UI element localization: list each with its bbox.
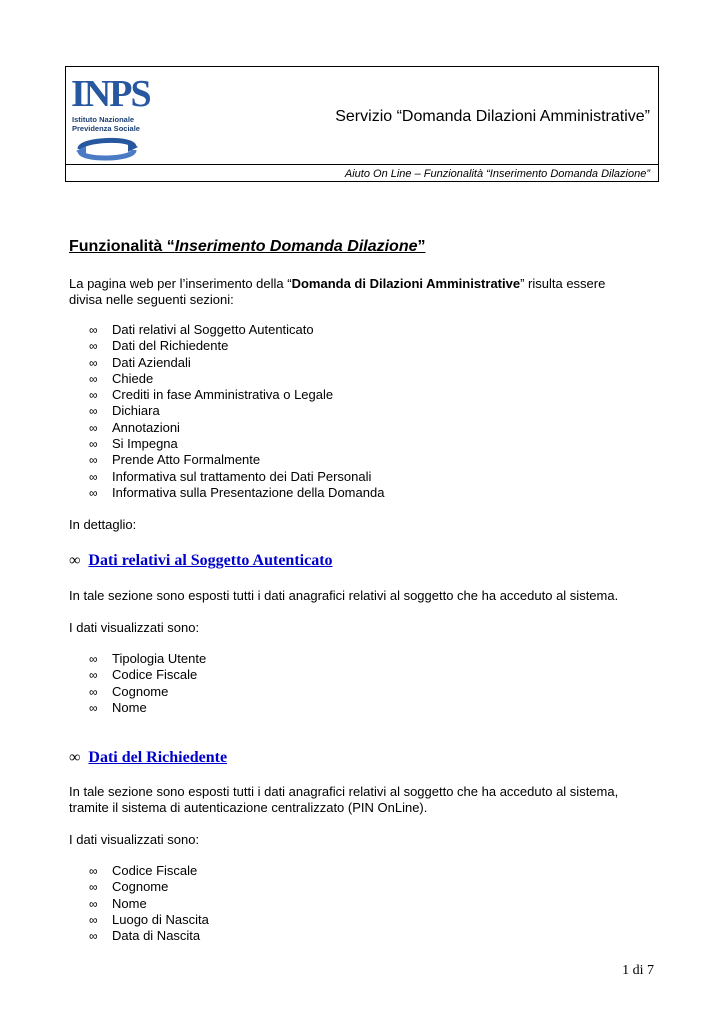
logo-wordmark: INPS xyxy=(71,73,150,115)
list-item xyxy=(69,355,384,371)
list-item xyxy=(69,928,209,944)
soggetto-shown-label: I dati visualizzati sono: xyxy=(69,620,200,635)
list-item-label: Tipologia Utente xyxy=(112,651,207,666)
list-item-label: Data di Nascita xyxy=(112,928,201,944)
help-subtitle: Aiuto On Line – Funzionalità “Inserimento Domanda Dilazione” xyxy=(344,168,650,180)
list-item xyxy=(69,469,384,485)
bullet-icon: ∞ xyxy=(89,371,98,386)
intro-text-b: ” risulta essere xyxy=(520,276,606,291)
bullet-icon: ∞ xyxy=(89,668,98,683)
intro-text-a: La pagina web per l’inserimento della “ xyxy=(69,276,292,291)
list-item-label: Annotazioni xyxy=(112,419,180,435)
bullet-icon: ∞ xyxy=(69,552,81,569)
list-item xyxy=(69,371,384,387)
list-item-label: Nome xyxy=(112,699,147,715)
list-item xyxy=(69,879,209,895)
list-item-label: Dati del Richiedente xyxy=(112,338,229,354)
intro-paragraph xyxy=(69,276,605,308)
list-item-label: Prende Atto Formalmente xyxy=(112,452,261,468)
bullet-icon: ∞ xyxy=(89,453,98,468)
soggetto-fields-list xyxy=(69,651,206,716)
bullet-icon: ∞ xyxy=(89,652,98,666)
inps-logo xyxy=(71,73,150,160)
richiedente-description-line-1: In tale sezione sono esposti tutti i dati anagrafici relativi al soggetto che ha acceduto al sistema, xyxy=(69,784,619,799)
subsection-heading-soggetto xyxy=(69,552,333,570)
list-item-label: Codice Fiscale xyxy=(112,667,198,683)
title-suffix: ” xyxy=(417,238,426,255)
bullet-icon: ∞ xyxy=(89,864,98,878)
list-item-label: Luogo di Nascita xyxy=(112,911,209,927)
list-item xyxy=(69,667,206,683)
service-title: Servizio “Domanda Dilazioni Amministrative” xyxy=(335,108,650,125)
bullet-icon: ∞ xyxy=(89,485,98,500)
list-item-label: Dichiara xyxy=(112,403,160,419)
list-item xyxy=(69,322,384,338)
bullet-icon: ∞ xyxy=(89,700,98,715)
richiedente-shown-label: I dati visualizzati sono: xyxy=(69,832,200,847)
page-title xyxy=(69,238,426,256)
bullet-icon: ∞ xyxy=(89,880,98,895)
list-item-label: Si Impegna xyxy=(112,436,178,452)
richiedente-link[interactable]: Dati del Richiedente xyxy=(88,749,228,766)
title-emphasis: Inserimento Domanda Dilazione xyxy=(174,238,418,255)
bullet-icon: ∞ xyxy=(69,749,81,766)
detail-label: In dettaglio: xyxy=(69,517,137,532)
bullet-icon: ∞ xyxy=(89,912,98,927)
bullet-icon: ∞ xyxy=(89,469,98,484)
list-item xyxy=(69,338,384,354)
bullet-icon: ∞ xyxy=(89,420,98,435)
richiedente-fields-list xyxy=(69,863,209,944)
logo-subtitle-line-1: Istituto Nazionale xyxy=(72,115,135,124)
bullet-icon: ∞ xyxy=(89,339,98,354)
list-item xyxy=(69,420,384,436)
bullet-icon: ∞ xyxy=(89,323,98,337)
bullet-icon: ∞ xyxy=(89,437,98,452)
list-item-label: Dati relativi al Soggetto Autenticato xyxy=(112,322,314,337)
bullet-icon: ∞ xyxy=(89,404,98,419)
list-item xyxy=(69,700,206,716)
intro-bold: Domanda di Dilazioni Amministrative xyxy=(291,276,521,291)
list-item-label: Informativa sul trattamento dei Dati Personali xyxy=(112,468,372,484)
soggetto-description: In tale sezione sono esposti tutti i dati anagrafici relativi al soggetto che ha acceduto al sistema. xyxy=(69,588,619,603)
list-item-label: Chiede xyxy=(112,370,154,386)
list-item-label: Cognome xyxy=(112,683,169,699)
richiedente-description xyxy=(69,784,618,816)
list-item xyxy=(69,651,206,667)
intro-line-2: divisa nelle seguenti sezioni: xyxy=(69,292,234,307)
logo-subtitle xyxy=(72,115,140,133)
list-item xyxy=(69,912,209,928)
intro-line-1 xyxy=(69,276,605,292)
bullet-icon: ∞ xyxy=(89,684,98,699)
title-prefix: Funzionalità “ xyxy=(69,238,175,255)
richiedente-description-line-2: tramite il sistema di autenticazione centralizzato (PIN OnLine). xyxy=(69,800,428,815)
list-item-label: Nome xyxy=(112,895,147,911)
list-item xyxy=(69,485,384,501)
list-item-label: Cognome xyxy=(112,879,169,895)
list-item xyxy=(69,403,384,419)
list-item xyxy=(69,452,384,468)
logo-arrows-icon xyxy=(74,135,140,163)
header-top-row xyxy=(66,67,658,165)
page-number: 1 di 7 xyxy=(622,963,654,978)
list-item-label: Crediti in fase Amministrativa o Legale xyxy=(112,387,334,403)
logo-subtitle-line-2: Previdenza Sociale xyxy=(72,124,140,133)
subsection-heading-richiedente xyxy=(69,749,227,767)
list-item xyxy=(69,387,384,403)
document-header xyxy=(65,66,659,182)
bullet-icon: ∞ xyxy=(89,896,98,911)
list-item xyxy=(69,863,209,879)
list-item-label: Codice Fiscale xyxy=(112,863,198,878)
bullet-icon: ∞ xyxy=(89,929,98,944)
list-item-label: Informativa sulla Presentazione della Domanda xyxy=(112,484,385,500)
soggetto-autenticato-link[interactable]: Dati relativi al Soggetto Autenticato xyxy=(88,552,333,569)
bullet-icon: ∞ xyxy=(89,355,98,370)
sections-list xyxy=(69,322,384,501)
list-item xyxy=(69,684,206,700)
list-item-label: Dati Aziendali xyxy=(112,354,191,370)
bullet-icon: ∞ xyxy=(89,388,98,403)
list-item xyxy=(69,436,384,452)
list-item xyxy=(69,896,209,912)
